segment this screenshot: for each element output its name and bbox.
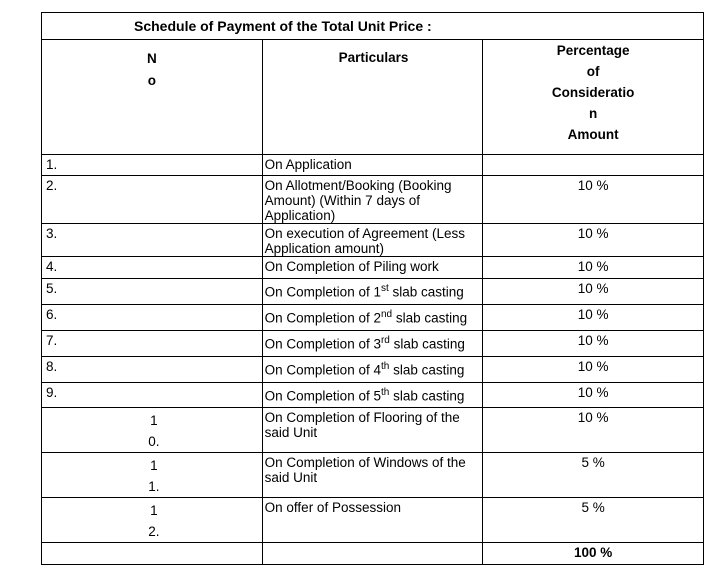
- row-percentage: 10 %: [483, 383, 704, 408]
- table-row: [42, 453, 704, 498]
- row-number-text: 3.: [46, 226, 58, 241]
- particulars-text: On Completion of Windows of the said Unit: [264, 455, 466, 485]
- particulars-tail: slab casting: [389, 362, 465, 378]
- header-row: [42, 40, 704, 155]
- row-number-text-2: 2.: [148, 524, 160, 539]
- row-number-text: 7.: [46, 333, 58, 348]
- ordinal-suffix: st: [380, 283, 389, 294]
- table-row: [42, 176, 704, 224]
- table-row: [42, 305, 704, 331]
- row-percentage: 10 %: [483, 257, 704, 279]
- header-no: [42, 40, 263, 155]
- ordinal-suffix: rd: [380, 335, 390, 346]
- header-no-line2: o: [147, 73, 156, 88]
- row-number: [42, 257, 263, 279]
- table-row: [42, 498, 704, 543]
- particulars-text: On execution of Agreement (Less Application amount): [264, 226, 466, 256]
- table-row: [42, 383, 704, 408]
- ordinal-suffix: nd: [380, 309, 393, 320]
- table-row: [42, 408, 704, 453]
- table-row: [42, 357, 704, 383]
- row-number: [42, 176, 263, 224]
- row-number-text: 9.: [46, 385, 58, 400]
- particulars-tail: slab casting: [392, 310, 468, 326]
- row-number: [42, 498, 263, 543]
- row-particulars: [262, 224, 483, 257]
- row-number: [42, 279, 263, 305]
- row-percentage: 10 %: [483, 357, 704, 383]
- particulars-text: On Completion of 1: [264, 284, 381, 300]
- particulars-tail: slab casting: [389, 388, 465, 404]
- header-particulars: Particulars: [262, 40, 483, 155]
- ordinal-suffix: th: [380, 387, 390, 398]
- row-percentage: 10 %: [483, 331, 704, 357]
- row-particulars: [262, 498, 483, 543]
- row-number-text: 1: [150, 458, 158, 473]
- particulars-text: On Completion of Flooring of the said Unit: [264, 410, 460, 440]
- row-particulars: [262, 408, 483, 453]
- row-particulars: [262, 176, 483, 224]
- header-percentage: [483, 40, 704, 155]
- particulars-text: On Completion of 5: [264, 388, 381, 404]
- row-number: [42, 155, 263, 176]
- row-percentage: [483, 155, 704, 176]
- row-particulars: [262, 155, 483, 176]
- particulars-text: On Completion of 4: [264, 362, 381, 378]
- table-row: [42, 257, 704, 279]
- row-number-text: 2.: [46, 178, 58, 193]
- payment-schedule-table: [41, 12, 704, 565]
- row-particulars: [262, 383, 483, 408]
- row-percentage: 10 %: [483, 176, 704, 224]
- row-particulars: [262, 453, 483, 498]
- table-row: [42, 331, 704, 357]
- row-number-text: 1.: [46, 157, 58, 172]
- row-number: [42, 224, 263, 257]
- ordinal-suffix: th: [380, 361, 390, 372]
- row-number: [42, 305, 263, 331]
- header-pct-line3: Consideratio: [551, 85, 635, 100]
- row-number-text-2: 1.: [148, 479, 160, 494]
- table-row: [42, 155, 704, 176]
- row-number-text-2: 0.: [148, 434, 160, 449]
- row-percentage: 5 %: [483, 498, 704, 543]
- total-no-cell: [42, 543, 263, 565]
- row-percentage: 10 %: [483, 224, 704, 257]
- row-percentage: 5 %: [483, 453, 704, 498]
- particulars-text: On Application: [264, 157, 352, 172]
- total-row: [42, 543, 704, 565]
- row-percentage: 10 %: [483, 305, 704, 331]
- particulars-text: On Completion of 2: [264, 310, 381, 326]
- row-number: [42, 408, 263, 453]
- row-number-text: 6.: [46, 307, 58, 322]
- row-particulars: [262, 279, 483, 305]
- header-pct-line1: Percentage: [556, 43, 630, 58]
- header-pct-line5: Amount: [567, 127, 619, 142]
- particulars-text: On offer of Possession: [264, 500, 401, 515]
- total-value: 100 %: [483, 543, 704, 565]
- row-number: [42, 331, 263, 357]
- header-pct-line2: of: [586, 64, 600, 79]
- total-label-cell: [262, 543, 483, 565]
- table-row: [42, 224, 704, 257]
- particulars-text: On Allotment/Booking (Booking Amount) (Within 7 days of Application): [264, 178, 452, 223]
- row-particulars: [262, 257, 483, 279]
- row-particulars: [262, 305, 483, 331]
- particulars-text: On Completion of Piling work: [264, 259, 439, 274]
- page-title: Schedule of Payment of the Total Unit Price :: [134, 18, 432, 34]
- row-number: [42, 453, 263, 498]
- table-row: [42, 279, 704, 305]
- particulars-tail: slab casting: [389, 336, 465, 352]
- row-number-text: 1: [150, 503, 158, 518]
- row-percentage: 10 %: [483, 408, 704, 453]
- particulars-text: On Completion of 3: [264, 336, 381, 352]
- row-number-text: 8.: [46, 359, 58, 374]
- row-particulars: [262, 331, 483, 357]
- row-number: [42, 357, 263, 383]
- row-particulars: [262, 357, 483, 383]
- row-number-text: 1: [150, 413, 158, 428]
- row-number: [42, 383, 263, 408]
- header-no-line1: N: [146, 51, 157, 66]
- row-percentage: 10 %: [483, 279, 704, 305]
- particulars-tail: slab casting: [388, 284, 464, 300]
- row-number-text: 5.: [46, 281, 58, 296]
- header-pct-line4: n: [589, 106, 598, 121]
- row-number-text: 4.: [46, 259, 58, 274]
